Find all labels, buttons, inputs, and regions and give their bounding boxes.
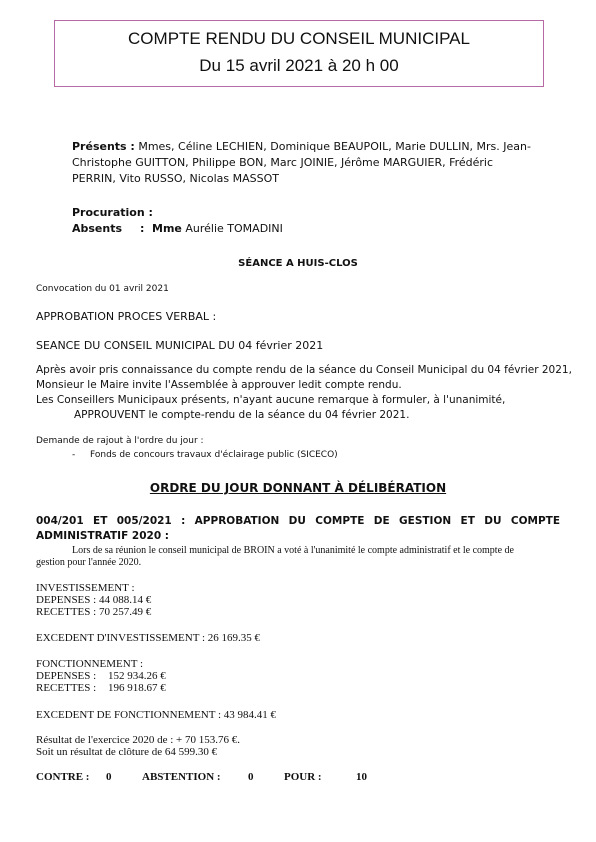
ordre-du-jour-heading: ORDRE DU JOUR DONNANT À DÉLIBÉRATION — [149, 481, 447, 495]
invest-excedent: EXCEDENT D'INVESTISSEMENT : 26 169.35 € — [36, 632, 261, 644]
abstention-value: 0 — [248, 771, 254, 783]
page-subtitle: Du 15 avril 2021 à 20 h 00 — [199, 56, 399, 75]
procuration-label: Procuration : — [72, 206, 153, 219]
rajout-bullet: - — [72, 450, 76, 460]
rajout-item: Fonds de concours travaux d'éclairage public (SICECO) — [90, 450, 338, 460]
fonct-recettes-label: RECETTES : — [36, 682, 97, 694]
resultat-cloture: Soit un résultat de clôture de 64 599.30 € — [36, 746, 218, 758]
title-box — [54, 20, 544, 87]
vote-line — [36, 771, 576, 785]
absents-line — [72, 221, 372, 237]
fonct-depenses-label: DEPENSES : — [36, 670, 97, 682]
seance-ref: SEANCE DU CONSEIL MUNICIPAL DU 04 février 2021 — [36, 339, 324, 352]
procuration-line — [72, 205, 153, 221]
presents-block — [72, 139, 552, 187]
approbation-line2: Monsieur le Maire invite l'Assemblée à approuver ledit compte rendu. — [36, 379, 402, 391]
resultat-block — [36, 734, 240, 758]
absents-name: Aurélie TOMADINI — [185, 222, 283, 235]
approbation-text — [36, 363, 576, 423]
fonct-label: FONCTIONNEMENT : — [36, 658, 144, 670]
deliberation-title-line1: 004/201 ET 005/2021 : APPROBATION DU COMPTE DE GESTION ET DU COMPTE — [36, 515, 560, 527]
fonct-excedent: EXCEDENT DE FONCTIONNEMENT : 43 984.41 € — [36, 709, 277, 721]
absents-title: Mme — [152, 222, 182, 235]
absents-colon: : — [140, 222, 145, 235]
contre-label: CONTRE : — [36, 771, 90, 783]
deliberation-title — [36, 514, 560, 544]
seance-heading: SÉANCE A HUIS-CLOS — [238, 258, 358, 269]
fonct-recettes-value: 196 918.67 € — [108, 682, 166, 694]
pour-value: 10 — [356, 771, 367, 783]
page-title: COMPTE RENDU DU CONSEIL MUNICIPAL — [128, 29, 470, 48]
rajout-label: Demande de rajout à l'ordre du jour : — [36, 436, 204, 446]
absents-label: Absents — [72, 222, 123, 235]
invest-recettes: RECETTES : 70 257.49 € — [36, 606, 152, 618]
presents-line1: Mmes, Céline LECHIEN, Dominique BEAUPOIL, Marie DULLIN, Mrs. Jean- — [138, 140, 531, 153]
presents-label: Présents : — [72, 140, 135, 153]
deliberation-title-line2: ADMINISTRATIF 2020 : — [36, 530, 169, 542]
pour-label: POUR : — [284, 771, 322, 783]
convocation: Convocation du 01 avril 2021 — [36, 284, 169, 294]
invest-label: INVESTISSEMENT : — [36, 582, 135, 594]
fonct-block — [36, 658, 166, 694]
invest-block — [36, 582, 151, 618]
approbation-title: APPROBATION PROCES VERBAL : — [36, 310, 217, 323]
contre-value: 0 — [106, 771, 112, 783]
deliberation-intro-line2: gestion pour l'année 2020. — [36, 557, 142, 568]
deliberation-intro-line1: Lors de sa réunion le conseil municipal de BROIN a voté à l'unanimité le compte administratif et le compte de — [72, 545, 514, 556]
approbation-line3: Les Conseillers Municipaux présents, n'ayant aucune remarque à formuler, à l'unanimité, — [36, 394, 506, 406]
invest-depenses: DEPENSES : 44 088.14 € — [36, 594, 152, 606]
approbation-line1: Après avoir pris connaissance du compte rendu de la séance du Conseil Municipal du 04 février 2021, — [36, 364, 572, 376]
approbation-line4: APPROUVENT le compte-rendu de la séance du 04 février 2021. — [74, 409, 410, 421]
presents-line3: PERRIN, Vito RUSSO, Nicolas MASSOT — [72, 172, 279, 185]
resultat-exercice: Résultat de l'exercice 2020 de : + 70 153.76 €. — [36, 734, 240, 746]
presents-line2: Christophe GUITTON, Philippe BON, Marc JOINIE, Jérôme MARGUIER, Frédéric — [72, 156, 494, 169]
fonct-depenses-value: 152 934.26 € — [108, 670, 166, 682]
abstention-label: ABSTENTION : — [142, 771, 221, 783]
